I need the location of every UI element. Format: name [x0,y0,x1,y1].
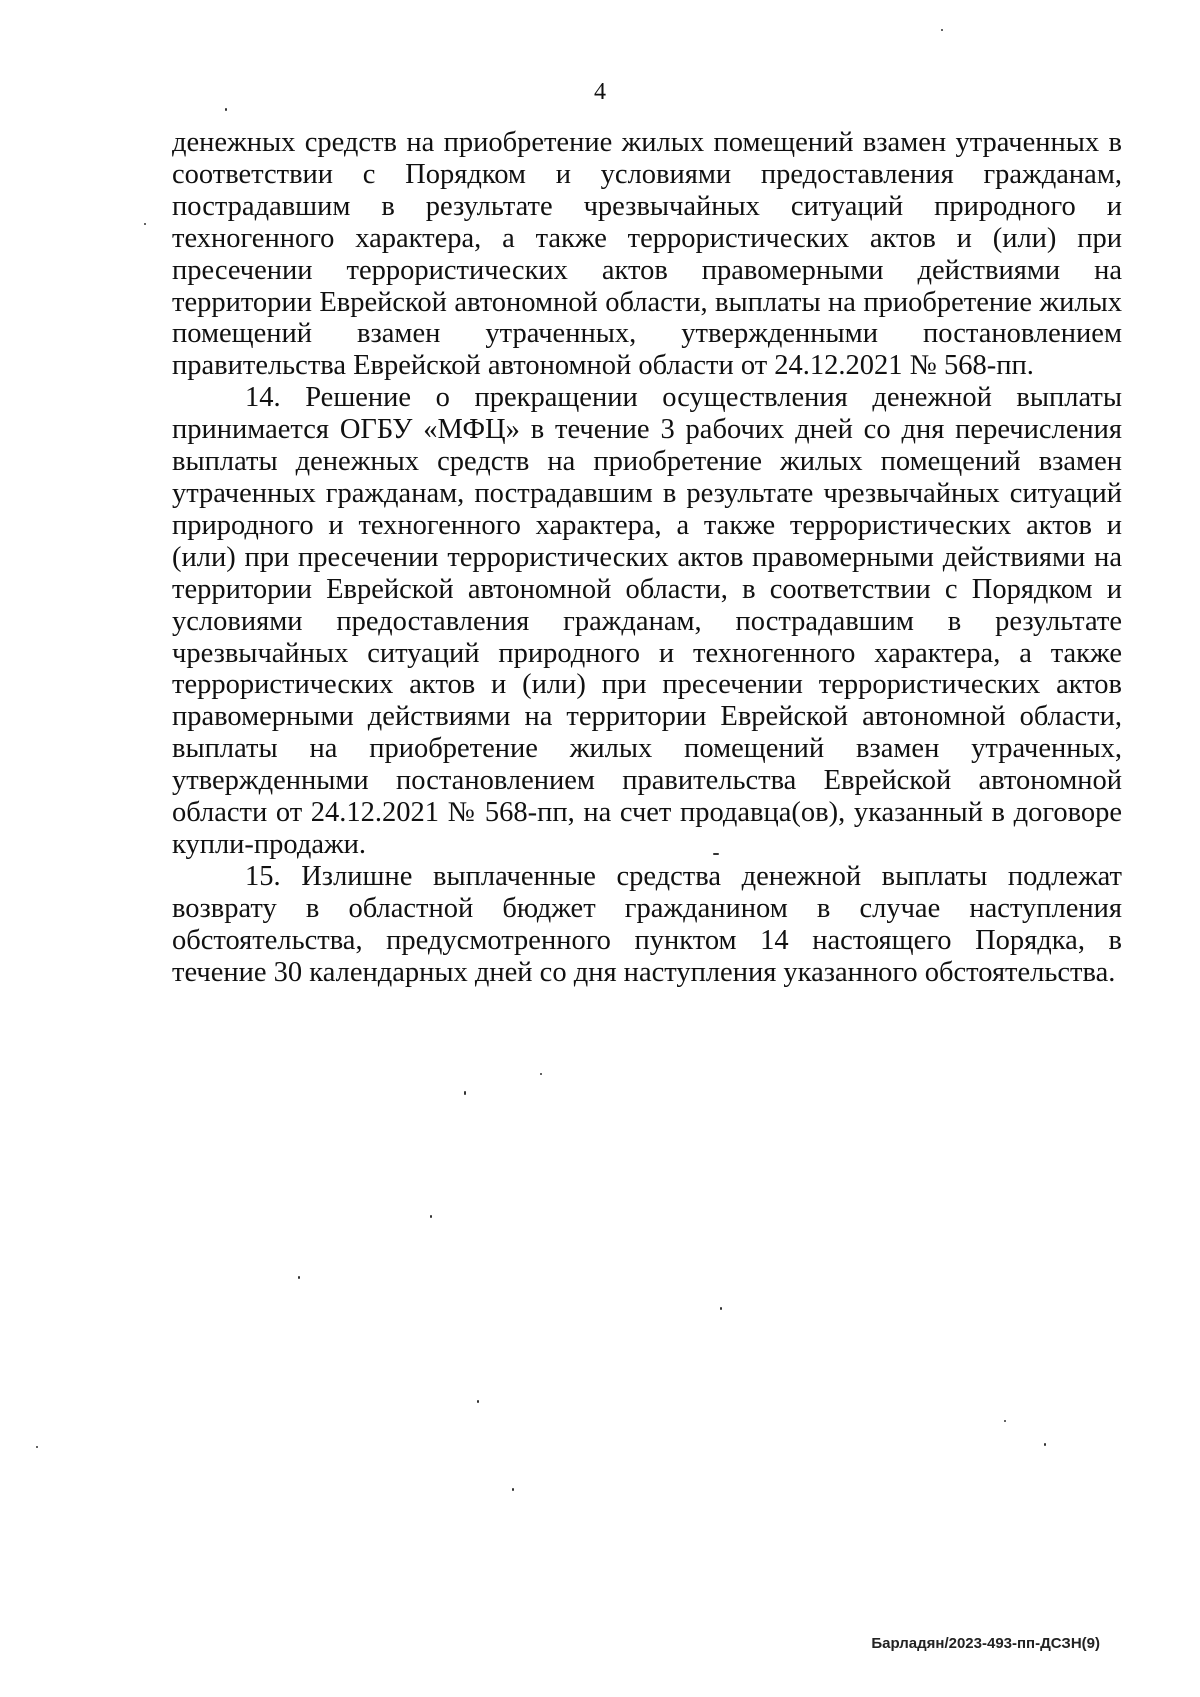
scan-speck [1004,1420,1006,1422]
scan-speck [298,1276,300,1279]
scan-speck [477,1400,479,1403]
document-body [172,127,1122,988]
scan-speck [540,1073,542,1075]
page-number: 4 [594,79,606,105]
scan-speck [720,1307,722,1310]
scan-speck [225,108,227,111]
scan-speck [144,223,146,225]
scan-speck [464,1091,466,1095]
paragraph-item-15: 15. Излишне выплаченные средства денежной выплаты подлежат возврату в областной бюджет гражданином в случае наступления обстоятельства, предусмотренного пунктом 14 настоящего Порядка, в течение 30 календарных дней со дня наступления указанного обстоятельства. [172,860,1122,988]
scan-speck [430,1215,432,1218]
scan-speck [512,1488,514,1491]
paragraph-item-14: 14. Решение о прекращении осуществления денежной выплаты принимается ОГБУ «МФЦ» в течение 3 рабочих дней со дня перечисления выплаты денежных средств на приобретение жилых помещений взамен утраченных гражданам, пострадавшим в результате чрезвычайных ситуаций природного и техногенного характера, а также террористических актов и (или) при пресечении террористических актов правомерными действиями на территории Еврейской автономной области, в соответствии с Порядком и условиями предоставления гражданам, пострадавшим в результате чрезвычайных ситуаций природного и техногенного характера, а также террористических актов и (или) при пресечении террористических актов правомерными действиями на территории Еврейской автономной области, выплаты на приобретение жилых помещений взамен утраченных, утвержденными постановлением правительства Еврейской автономной области от 24.12.2021 № 568-пп, на счет продавца(ов), указанный в договоре купли-продажи. [172,382,1122,860]
scan-speck [1044,1443,1046,1446]
scan-speck [36,1446,38,1448]
scan-speck [713,853,719,855]
paragraph-continuation: денежных средств на приобретение жилых помещений взамен утраченных в соответствии с Порядком и условиями предоставления гражданам, пострадавшим в результате чрезвычайных ситуаций природного и техногенного характера, а также террористических актов и (или) при пресечении террористических актов правомерными действиями на территории Еврейской автономной области, выплаты на приобретение жилых помещений взамен утраченных, утвержденными постановлением правительства Еврейской автономной области от 24.12.2021 № 568-пп. [172,127,1122,382]
document-registration-code: Барладян/2023-493-пп-ДСЗН(9) [871,1635,1100,1652]
scan-speck [941,29,943,31]
